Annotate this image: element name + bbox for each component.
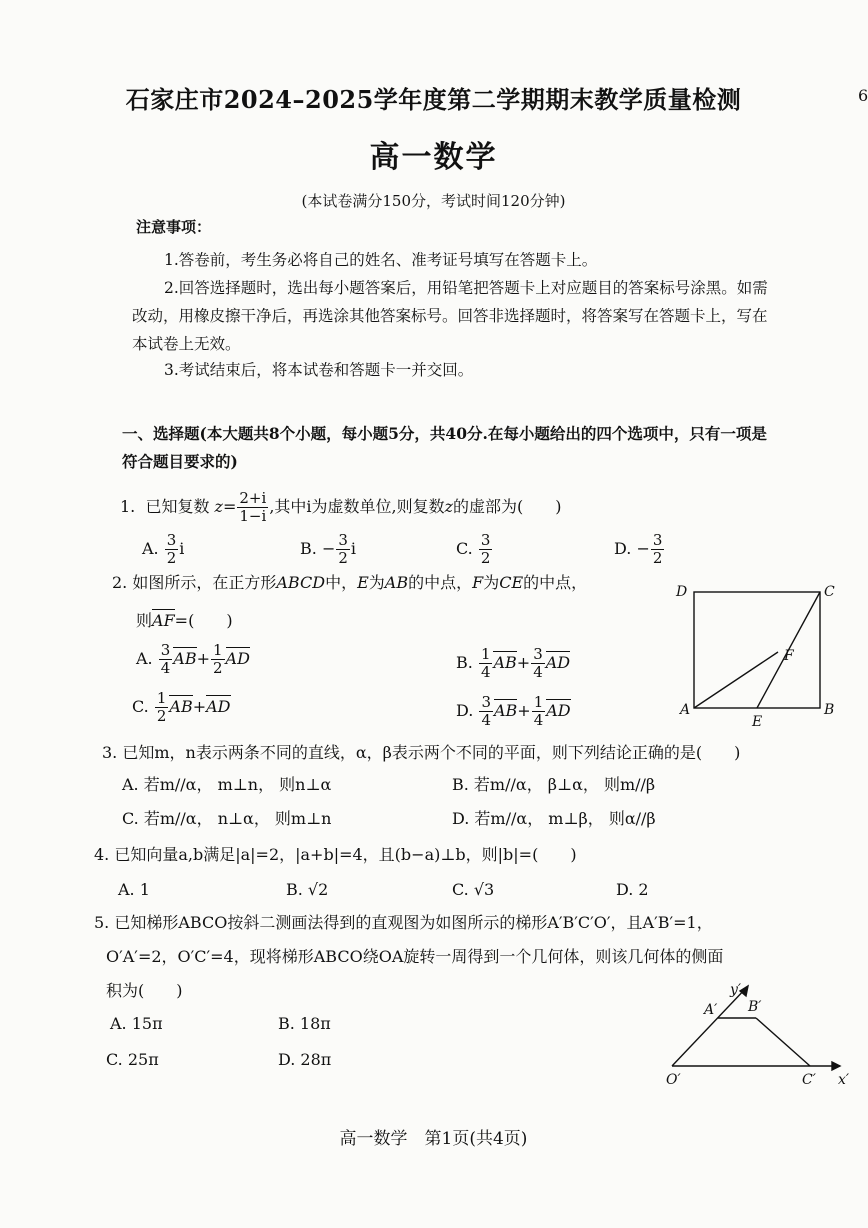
question-4-stem: 4. 已知向量a,b满足|a|=2，|a+b|=4，且(b−a)⊥b，则|b|=( ): [94, 845, 577, 864]
vector: AB: [493, 653, 517, 672]
label-f: F: [784, 648, 794, 664]
question-5-line1: 5. 已知梯形ABCO按斜二测画法得到的直观图为如图所示的梯形A′B′C′O′，且A′B′=1，: [94, 913, 713, 932]
question-2-stem: [112, 570, 587, 593]
question-2-ask: [136, 608, 233, 631]
label-x: x′: [838, 1072, 850, 1088]
y-axis-arrow: [740, 986, 748, 996]
q2-option-c: [132, 690, 231, 725]
label-b-prime: B′: [748, 999, 762, 1015]
frac-num: 3: [652, 531, 663, 549]
square-figure: [672, 578, 840, 728]
opt-letter: D.: [456, 701, 474, 720]
label-b: B: [824, 702, 835, 718]
q3-option-c: C. 若m//α， n⊥α， 则m⊥n: [122, 809, 332, 828]
opt-letter: C.: [456, 539, 473, 558]
section-heading: [122, 420, 822, 476]
question-5-line2: O′A′=2，O′C′=4，现将梯形ABCO绕OA旋转一周得到一个几何体，则该几何体的侧面: [106, 947, 724, 966]
q2-square: ABCD: [276, 573, 326, 592]
edge-mark: 6: [858, 86, 868, 105]
q1-fraction: [237, 490, 268, 525]
q1-frac-num: 2+i: [239, 489, 267, 507]
frac-den: 2: [156, 707, 167, 725]
q1-eq: =: [222, 497, 237, 516]
segment-bc: [756, 1018, 810, 1066]
opt-frac: [479, 694, 493, 729]
q2-text: 则: [136, 611, 153, 630]
y-axis: [672, 986, 748, 1066]
vector: AB: [493, 701, 518, 720]
q2-text: 为: [483, 573, 500, 592]
plus: +: [517, 701, 531, 720]
q1-text: 已知复数: [145, 497, 210, 516]
opt-frac: [479, 532, 493, 567]
vector: AD: [225, 649, 250, 668]
notice-item-2-line1: 2.回答选择题时，选出每小题答案后，用铅笔把答题卡上对应题目的答案标号涂黑。如需: [164, 279, 768, 297]
vector: AD: [206, 697, 231, 716]
subject-title: 高一数学: [369, 140, 498, 175]
q5-option-a: A. 15π: [110, 1014, 163, 1033]
opt-letter: D.: [614, 539, 632, 558]
frac-num: 3: [338, 531, 348, 549]
vector: AD: [546, 701, 571, 720]
frac-num: 1: [480, 645, 491, 663]
x-axis-arrow: [832, 1062, 840, 1070]
question-number: 2.: [112, 573, 128, 592]
frac-den: 4: [481, 711, 491, 729]
q5-option-b: B. 18π: [278, 1014, 331, 1033]
section-heading-line2: 符合题目要求的): [122, 452, 238, 471]
label-a: A: [680, 702, 691, 718]
q2-text: 的中点，: [523, 573, 588, 592]
vector: AD: [545, 653, 571, 672]
opt-suffix: i: [350, 539, 357, 558]
q2-option-d: [456, 694, 571, 729]
frac-den: 2: [480, 549, 491, 567]
question-number: 1.: [120, 497, 136, 516]
q1-option-c: [456, 532, 493, 567]
opt-frac: [479, 646, 493, 681]
frac-num: 3: [480, 531, 491, 549]
opt-prefix: −: [636, 539, 650, 558]
frac-den: 4: [533, 711, 544, 729]
q1-text2: ,其中i为虚数单位,则复数: [269, 497, 445, 516]
q2-segment: CE: [499, 573, 524, 592]
label-a-prime: A′: [704, 1002, 718, 1018]
q2-option-a: [136, 642, 250, 677]
q2-text: 如图所示，在正方形: [132, 573, 277, 592]
notice-item-2-line3: 本试卷上无效。: [132, 335, 241, 353]
exam-info: (本试卷满分150分，考试时间120分钟): [301, 192, 566, 210]
q5-option-d: D. 28π: [278, 1050, 332, 1069]
q1-option-a: [142, 532, 184, 567]
q3-option-b: B. 若m//α， β⊥α， 则m//β: [452, 775, 656, 794]
q3-option-a: A. 若m//α， m⊥n， 则n⊥α: [122, 775, 332, 794]
frac-num: 3: [481, 693, 491, 711]
opt-prefix: −: [321, 539, 336, 558]
notice-item-2-line2: 改动，用橡皮擦干净后，再选涂其他答案标号。回答非选择题时，将答案写在答题卡上，写在: [132, 307, 768, 325]
frac-num: 3: [533, 645, 543, 663]
frac-num: 3: [160, 641, 171, 659]
opt-frac: [211, 642, 225, 677]
opt-suffix: i: [179, 539, 185, 558]
label-y: y′: [730, 982, 742, 998]
vector: AB: [173, 649, 197, 668]
q4-option-b: B. √2: [286, 880, 329, 899]
frac-num: 1: [156, 689, 167, 707]
question-3-stem: 3. 已知m，n表示两条不同的直线，α，β表示两个不同的平面，则下列结论正确的是( ): [102, 743, 741, 762]
trapezoid-figure: [652, 978, 852, 1090]
q2-text: 的中点，: [408, 573, 473, 592]
square-abcd: [694, 592, 820, 708]
opt-frac: [336, 532, 350, 567]
question-1-stem: [120, 490, 562, 525]
frac-den: 2: [213, 659, 223, 677]
label-d: D: [676, 584, 688, 600]
q1-tail: 的虚部为( ): [453, 497, 562, 516]
opt-frac: [532, 694, 546, 729]
page-footer: 高一数学 第1页(共4页): [339, 1129, 528, 1149]
frac-den: 2: [338, 549, 348, 567]
notice-item-1: 1.答卷前，考生务必将自己的姓名、准考证号填写在答题卡上。: [164, 251, 598, 269]
q1-frac-den: 1−i: [239, 507, 267, 525]
q5-option-c: C. 25π: [106, 1050, 159, 1069]
frac-num: 3: [166, 531, 177, 549]
opt-frac: [165, 532, 179, 567]
frac-den: 2: [166, 549, 177, 567]
opt-frac: [159, 642, 173, 677]
q2-vector: AF: [152, 611, 175, 630]
notice-title: 注意事项：: [136, 218, 212, 236]
q4-option-c: C. √3: [452, 880, 495, 899]
q1-var2: z: [444, 497, 454, 516]
label-e: E: [752, 714, 763, 730]
q3-option-d: D. 若m//α， m⊥β， 则α//β: [452, 809, 656, 828]
opt-letter: B.: [300, 539, 317, 558]
frac-den: 4: [533, 663, 543, 681]
q2-text: =( ): [174, 611, 233, 630]
q2-option-b: [456, 646, 570, 681]
opt-frac: [531, 646, 545, 681]
notice-item-3: 3.考试结束后，将本试卷和答题卡一并交回。: [164, 361, 474, 379]
segment-af: [694, 652, 778, 708]
frac-den: 4: [480, 663, 491, 681]
frac-den: 4: [160, 659, 171, 677]
frac-num: 1: [533, 693, 544, 711]
q1-var: z: [214, 497, 223, 516]
q4-option-a: A. 1: [118, 880, 150, 899]
label-o-prime: O′: [666, 1072, 681, 1088]
exam-title: 石家庄市2024–2025学年度第二学期期末教学质量检测: [125, 85, 742, 114]
q2-segment: AB: [384, 573, 409, 592]
vector: AB: [169, 697, 193, 716]
q1-option-b: [300, 532, 356, 567]
opt-frac: [155, 690, 169, 725]
opt-letter: A.: [136, 649, 153, 668]
label-c-prime: C′: [802, 1072, 816, 1088]
q1-option-d: [614, 532, 665, 567]
frac-num: 1: [213, 641, 223, 659]
q4-option-d: D. 2: [616, 880, 649, 899]
q2-text: 中，: [325, 573, 358, 592]
q2-text: 为: [368, 573, 385, 592]
opt-letter: A.: [142, 539, 159, 558]
plus: +: [516, 653, 531, 672]
q2-point: F: [472, 573, 484, 592]
plus: +: [196, 649, 210, 668]
label-c: C: [824, 584, 835, 600]
frac-den: 2: [652, 549, 663, 567]
opt-letter: C.: [132, 697, 149, 716]
section-heading-line1: 一、选择题(本大题共8个小题，每小题5分，共40分.在每小题给出的四个选项中，只有一项是: [122, 424, 767, 443]
plus: +: [192, 697, 207, 716]
opt-letter: B.: [456, 653, 473, 672]
q2-point: E: [357, 573, 369, 592]
opt-frac: [651, 532, 665, 567]
question-5-line3: 积为( ): [106, 981, 183, 1000]
